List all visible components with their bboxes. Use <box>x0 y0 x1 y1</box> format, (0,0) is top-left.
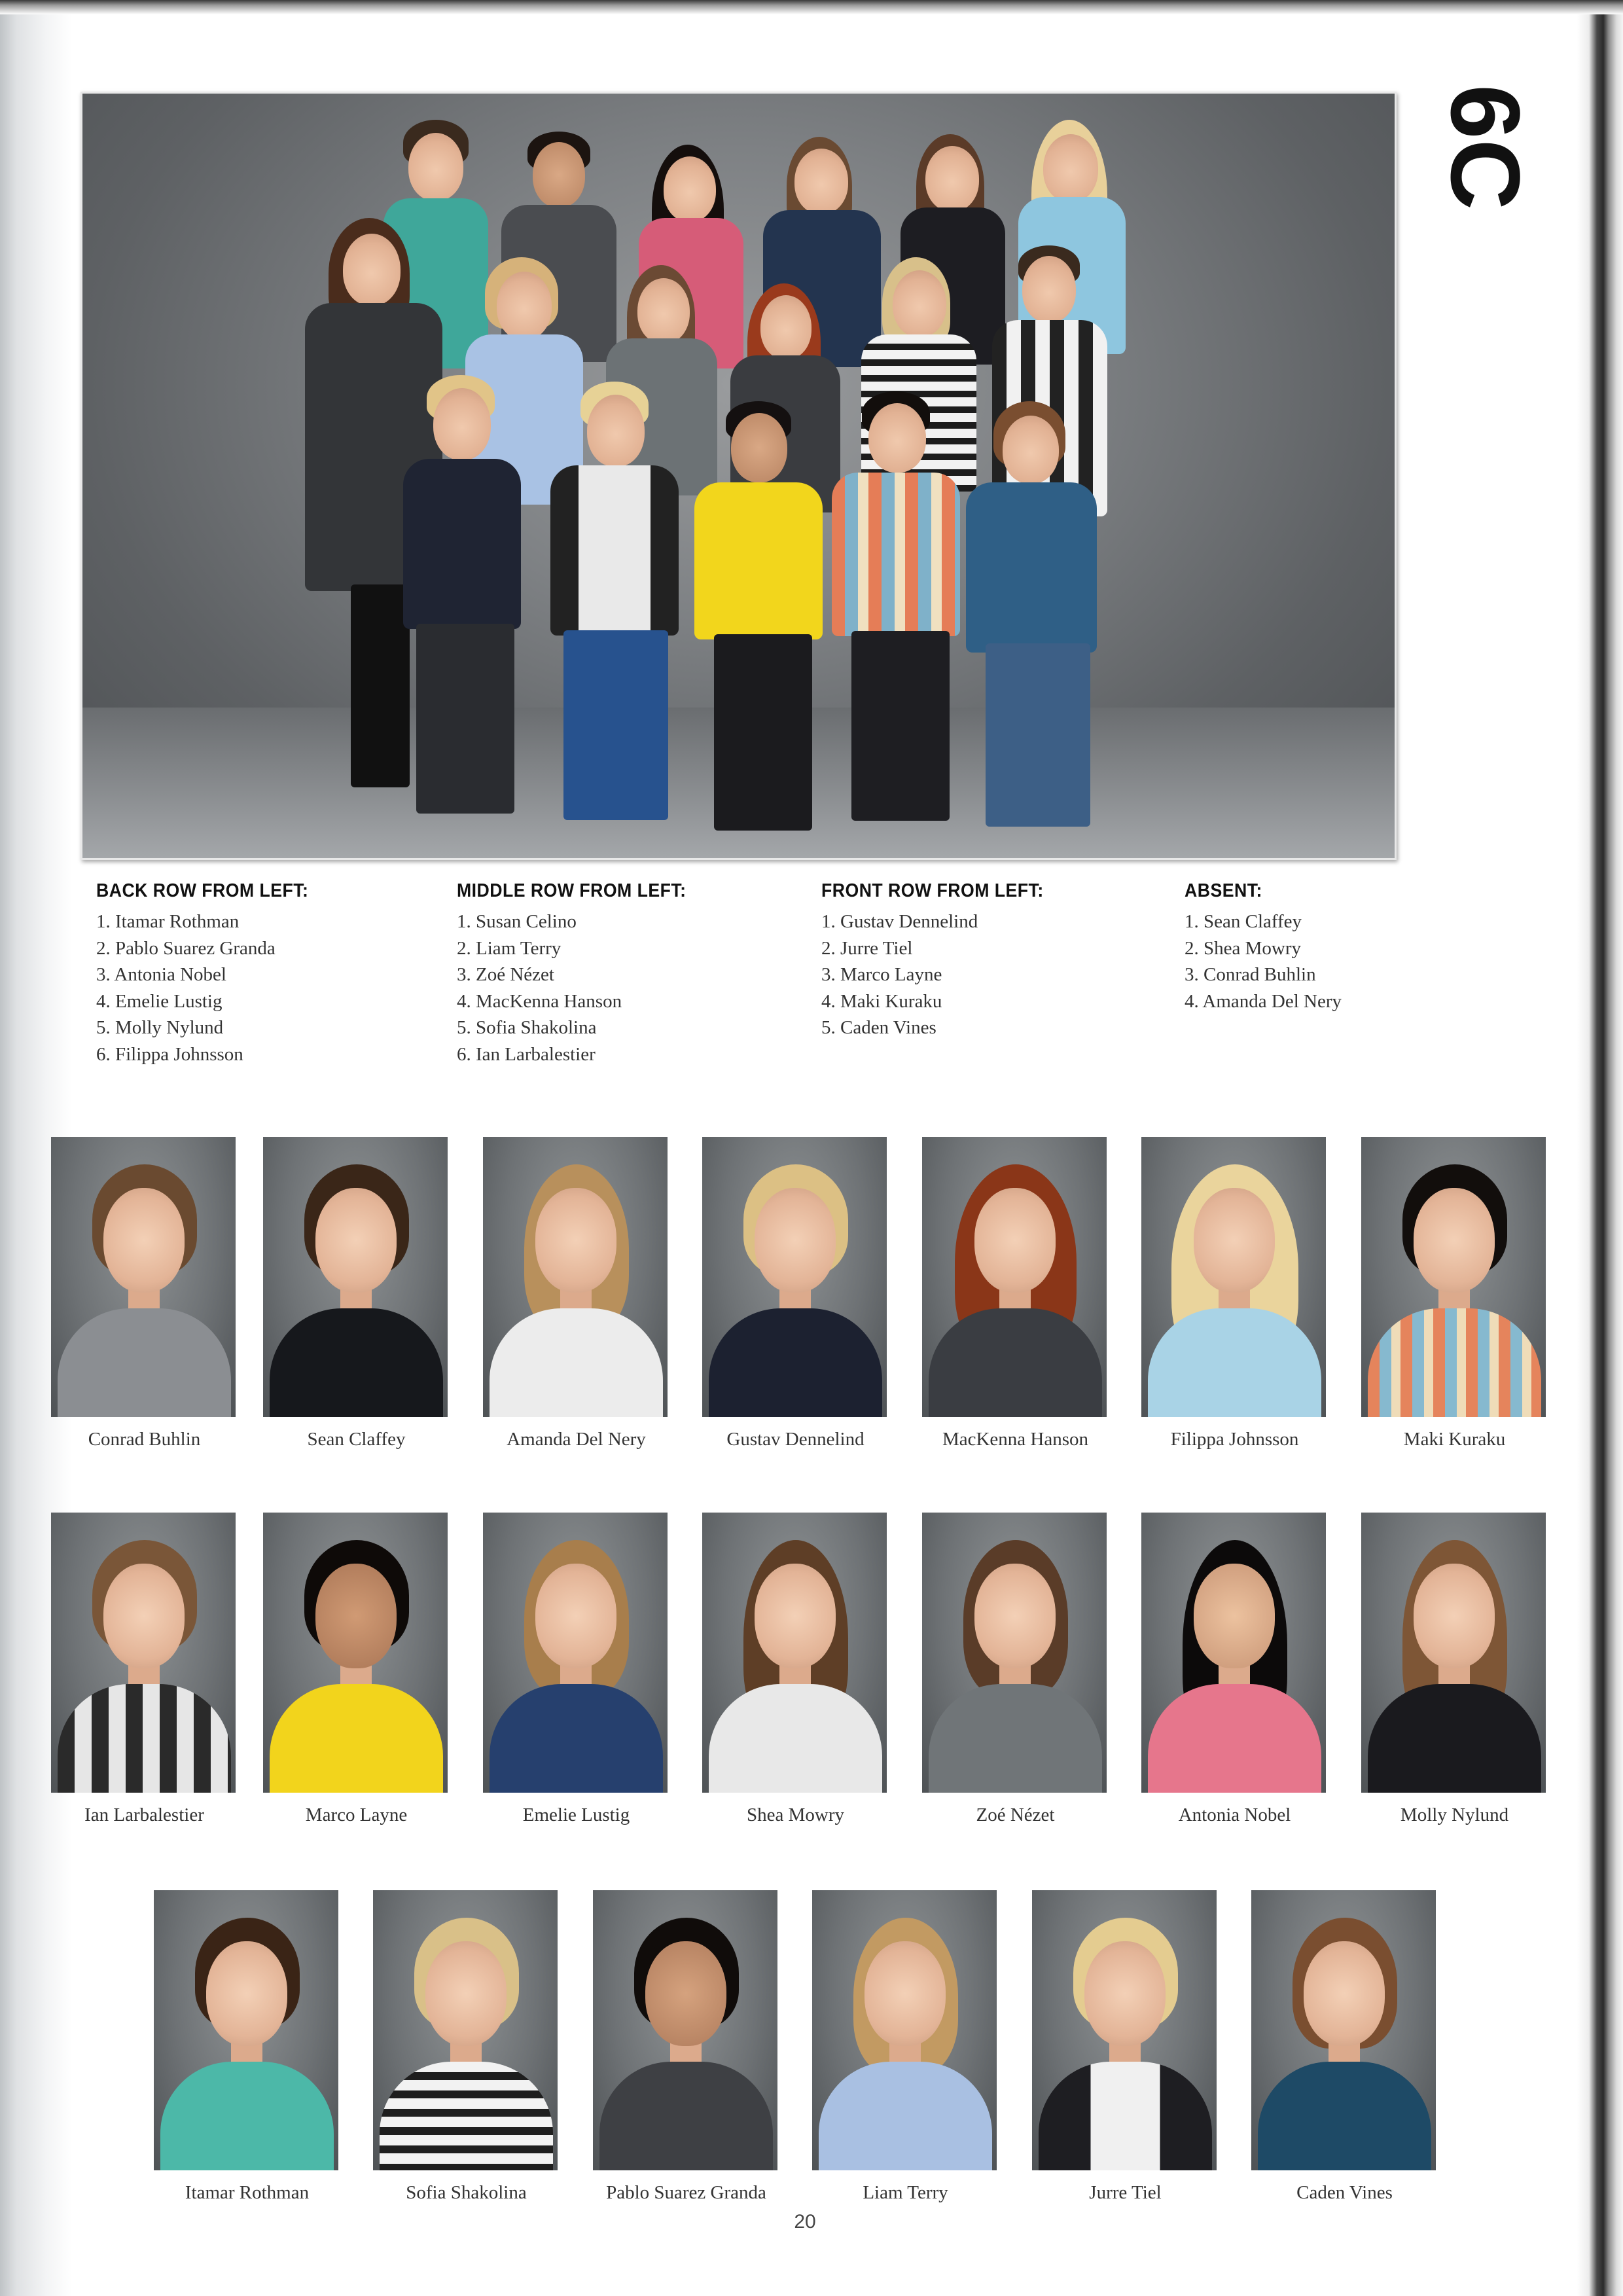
portrait <box>922 1137 1109 1450</box>
caption-item: 5. Molly Nylund <box>96 1017 224 1038</box>
portrait <box>593 1890 779 2204</box>
caption-item: 1. Itamar Rothman <box>96 911 240 932</box>
portrait-photo <box>922 1513 1107 1793</box>
portrait <box>263 1513 450 1826</box>
scan-right-edge <box>1577 0 1623 2296</box>
caption-heading: ABSENT: <box>1185 880 1262 901</box>
caption-heading: BACK ROW FROM LEFT: <box>96 880 309 901</box>
portrait-photo <box>483 1513 668 1793</box>
portrait-name: Ian Larbalestier <box>84 1804 204 1825</box>
portrait-photo <box>51 1513 236 1793</box>
caption-item: 2. Jurre Tiel <box>821 937 913 959</box>
caption-item: 2. Pablo Suarez Granda <box>96 937 276 959</box>
portrait <box>1032 1890 1219 2204</box>
caption-heading: FRONT ROW FROM LEFT: <box>821 880 1044 901</box>
portrait-photo <box>1141 1513 1326 1793</box>
portrait <box>812 1890 999 2204</box>
caption-item: 2. Liam Terry <box>457 937 562 959</box>
portrait-name: Amanda Del Nery <box>507 1429 646 1450</box>
portrait-photo <box>922 1137 1107 1417</box>
portrait <box>373 1890 560 2204</box>
portrait-name: Maki Kuraku <box>1403 1429 1506 1450</box>
portrait-name: Conrad Buhlin <box>88 1429 201 1450</box>
portrait <box>483 1137 669 1450</box>
portrait-name: Itamar Rothman <box>185 2182 310 2203</box>
scan-top-edge <box>0 0 1623 14</box>
caption-item: 4. Emelie Lustig <box>96 990 223 1012</box>
portrait-photo <box>154 1890 338 2170</box>
caption-item: 6. Filippa Johnsson <box>96 1043 243 1065</box>
portrait-name: Sean Claffey <box>307 1429 406 1450</box>
caption-item: 1. Sean Claffey <box>1185 911 1302 932</box>
portrait-name: Emelie Lustig <box>522 1804 630 1825</box>
caption-item: 3. Conrad Buhlin <box>1185 964 1316 985</box>
portrait <box>1361 1513 1548 1826</box>
portrait-name: Pablo Suarez Granda <box>606 2182 766 2203</box>
caption-item: 1. Gustav Dennelind <box>821 911 978 932</box>
portrait <box>702 1137 889 1450</box>
portrait-name: Zoé Nézet <box>976 1804 1055 1825</box>
portrait-photo <box>1361 1137 1546 1417</box>
caption-middle-row <box>457 880 771 1067</box>
portrait-name: Molly Nylund <box>1400 1804 1509 1825</box>
portrait <box>263 1137 450 1450</box>
caption-front-row <box>821 880 1135 1041</box>
portrait-photo <box>373 1890 558 2170</box>
portrait <box>922 1513 1109 1826</box>
caption-back-row <box>96 880 410 1067</box>
portrait-name: MacKenna Hanson <box>942 1429 1089 1450</box>
caption-item: 5. Caden Vines <box>821 1017 936 1038</box>
caption-item: 4. MacKenna Hanson <box>457 990 622 1012</box>
portrait-photo <box>812 1890 997 2170</box>
page-number: 20 <box>794 2211 816 2233</box>
caption-absent <box>1185 880 1499 1014</box>
caption-item: 3. Marco Layne <box>821 964 942 985</box>
caption-item: 6. Ian Larbalestier <box>457 1043 596 1065</box>
caption-item: 2. Shea Mowry <box>1185 937 1302 959</box>
caption-item: 4. Maki Kuraku <box>821 990 942 1012</box>
portrait <box>1251 1890 1438 2204</box>
portrait-name: Caden Vines <box>1296 2182 1393 2203</box>
portrait-photo <box>1032 1890 1217 2170</box>
portrait <box>1141 1513 1328 1826</box>
portrait-photo <box>263 1513 448 1793</box>
portrait-name: Antonia Nobel <box>1178 1804 1291 1825</box>
portrait <box>702 1513 889 1826</box>
portrait <box>154 1890 340 2204</box>
portrait-photo <box>51 1137 236 1417</box>
portrait-name: Gustav Dennelind <box>726 1429 865 1450</box>
portrait-photo <box>593 1890 777 2170</box>
caption-item: 5. Sofia Shakolina <box>457 1017 597 1038</box>
group-photo <box>80 92 1397 860</box>
portrait <box>51 1513 238 1826</box>
portrait <box>483 1513 669 1826</box>
portrait-photo <box>1251 1890 1436 2170</box>
portrait <box>1361 1137 1548 1450</box>
portrait-photo <box>1361 1513 1546 1793</box>
portrait-photo <box>702 1513 887 1793</box>
portrait-photo <box>263 1137 448 1417</box>
portrait-name: Filippa Johnsson <box>1170 1429 1299 1450</box>
portrait <box>1141 1137 1328 1450</box>
portrait-name: Liam Terry <box>863 2182 948 2203</box>
caption-item: 3. Antonia Nobel <box>96 964 226 985</box>
caption-item: 4. Amanda Del Nery <box>1185 990 1342 1012</box>
caption-heading: MIDDLE ROW FROM LEFT: <box>457 880 687 901</box>
portrait-name: Sofia Shakolina <box>406 2182 527 2203</box>
class-label: 6C <box>1431 84 1541 210</box>
caption-item: 3. Zoé Nézet <box>457 964 554 985</box>
portrait-name: Shea Mowry <box>746 1804 844 1825</box>
portrait-name: Jurre Tiel <box>1089 2182 1162 2203</box>
caption-item: 1. Susan Celino <box>457 911 577 932</box>
portrait-photo <box>702 1137 887 1417</box>
portrait-photo <box>1141 1137 1326 1417</box>
portrait-photo <box>483 1137 668 1417</box>
portrait-name: Marco Layne <box>305 1804 408 1825</box>
portrait <box>51 1137 238 1450</box>
